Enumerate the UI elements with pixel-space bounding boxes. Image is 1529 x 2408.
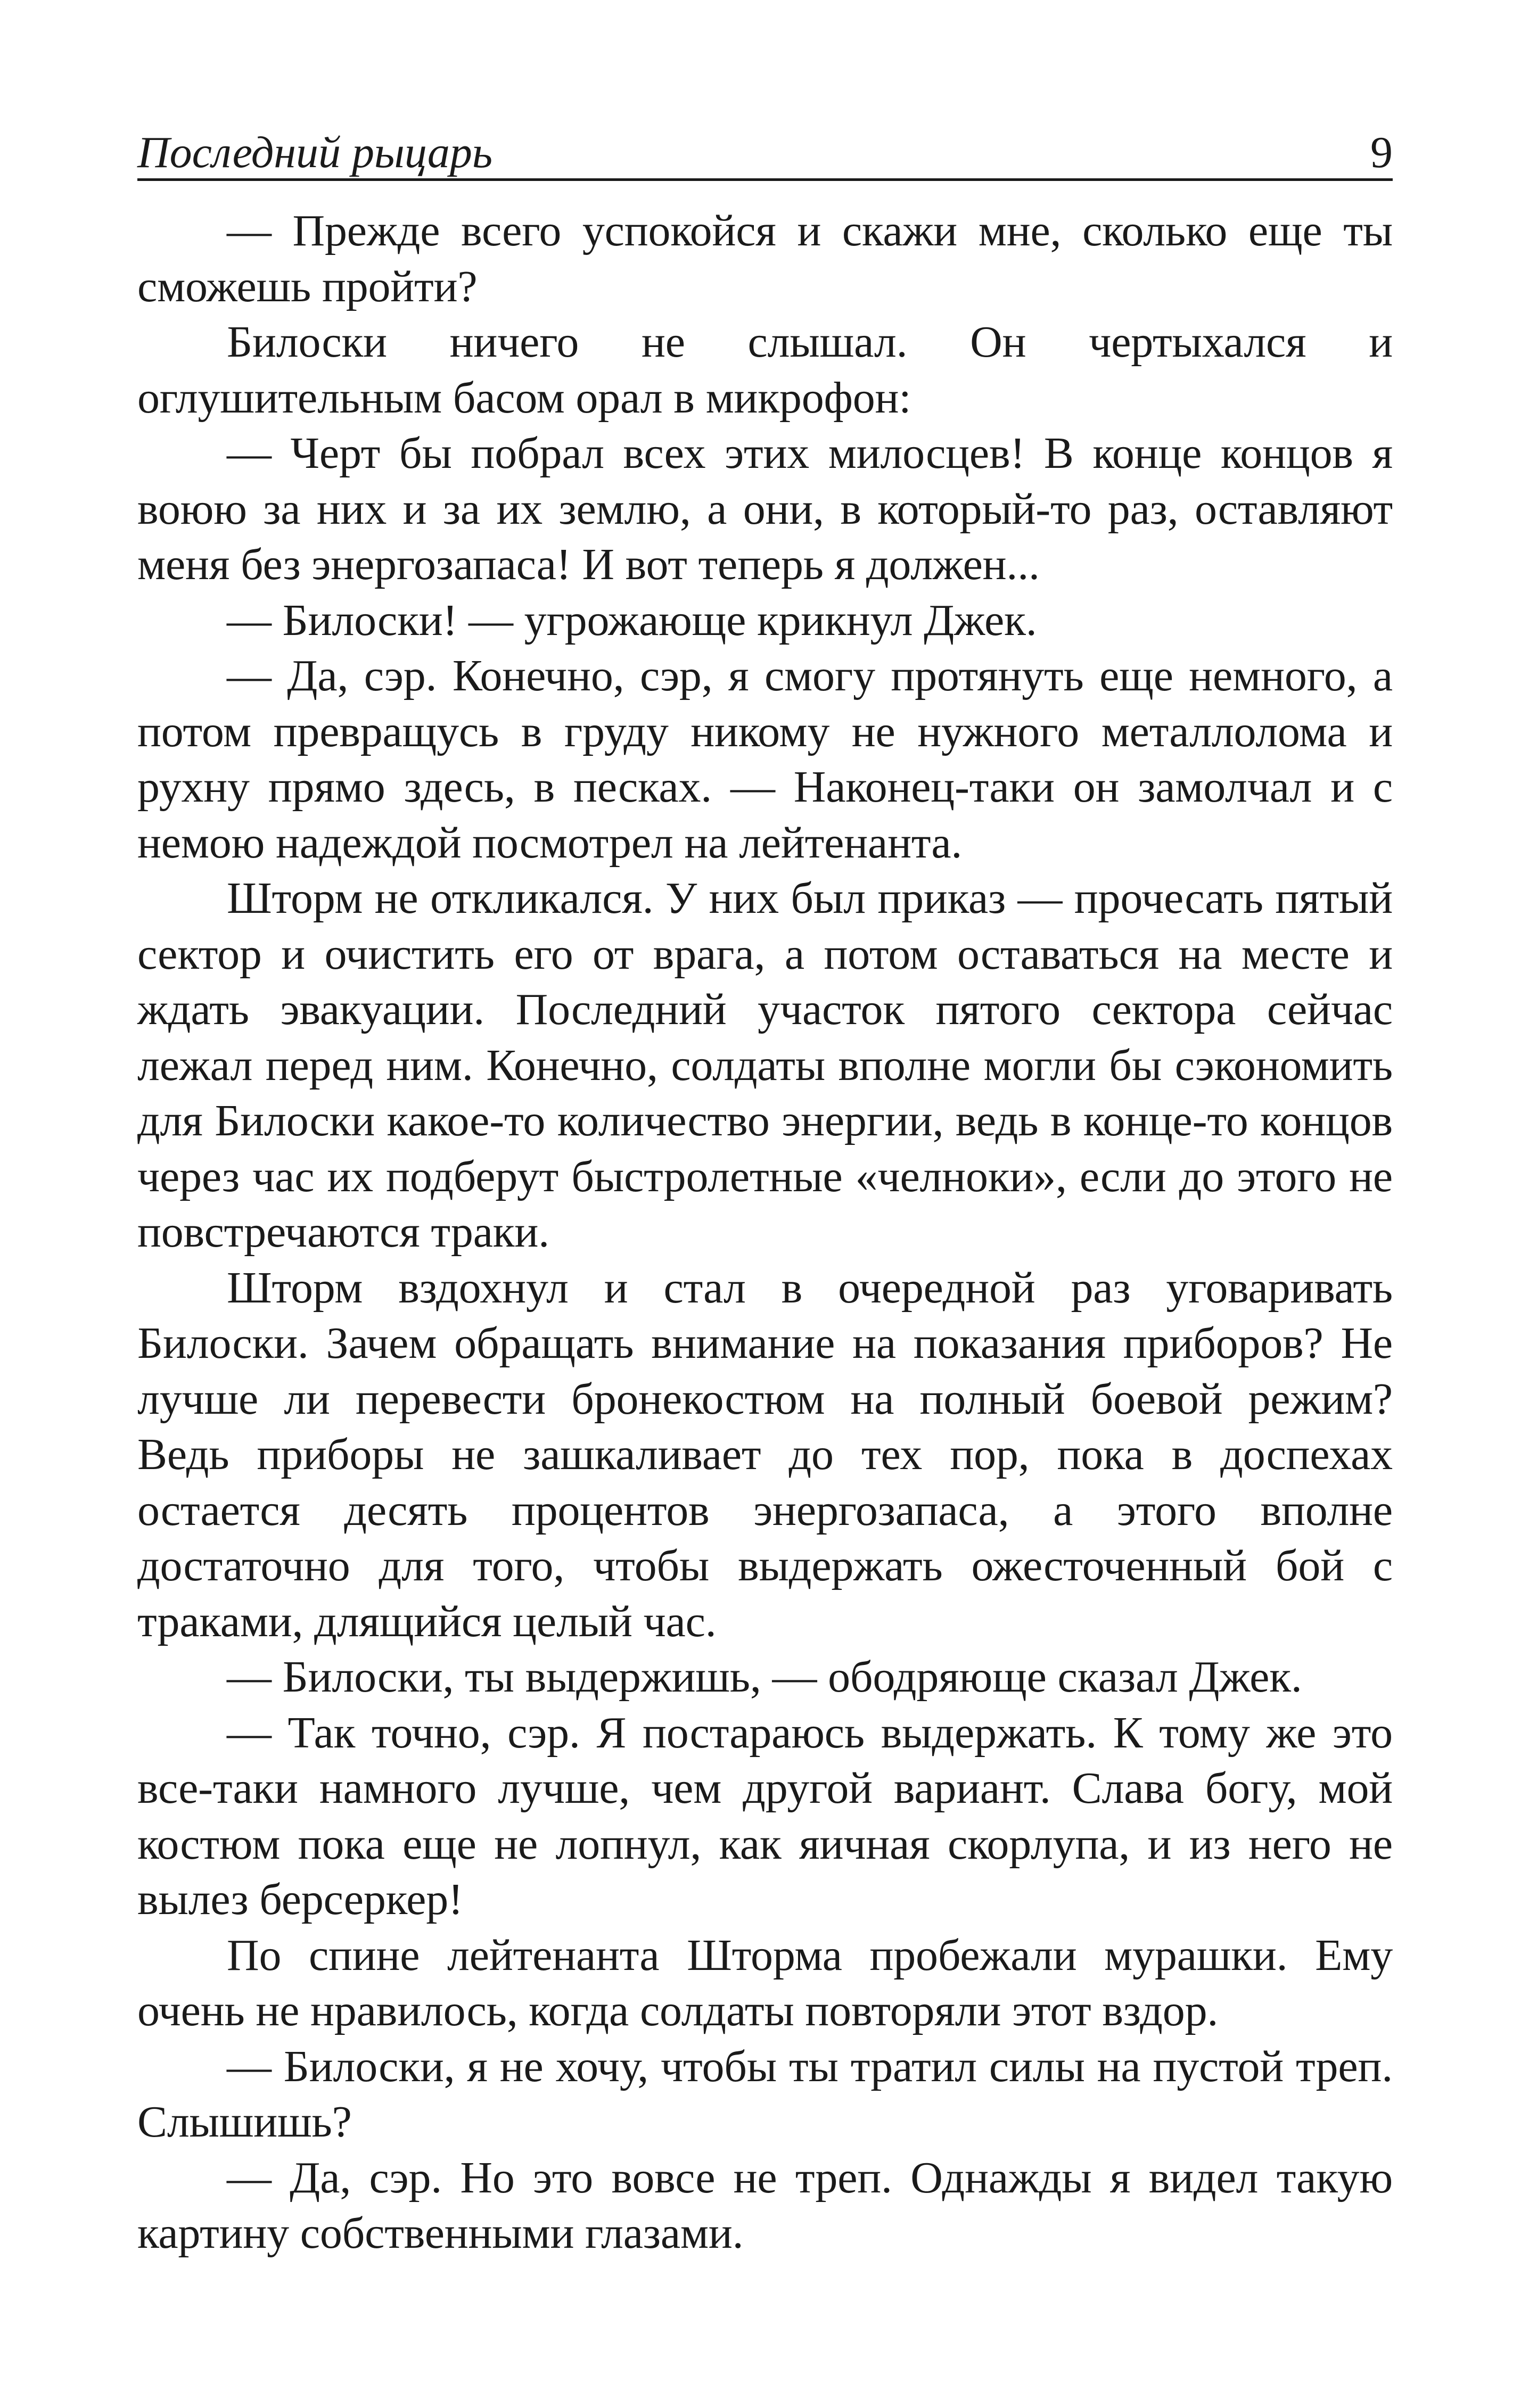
running-header: [137, 120, 1393, 181]
paragraph: — Билоски, я не хочу, чтобы ты тратил силы на пустой треп. Слышишь?: [137, 2041, 1393, 2147]
paragraph: — Прежде всего успокойся и скажи мне, сколько еще ты сможешь пройти?: [137, 206, 1393, 311]
paragraph: — Так точно, сэр. Я постараюсь выдержать. К тому же это все-таки намного лучше, чем другой вариант. Слава богу, мой костюм пока еще не лопнул, как яичная скорлупа, и из него не вылез берсеркер!: [137, 1708, 1393, 1924]
paragraph: По спине лейтенанта Шторма пробежали мурашки. Ему очень не нравилось, когда солдаты повторяли этот вздор.: [137, 1930, 1393, 2035]
paragraph: — Да, сэр. Но это вовсе не треп. Однажды я видел такую картину собственными глазами.: [137, 2153, 1393, 2258]
paragraph: Шторм не откликался. У них был приказ — прочесать пятый сектор и очистить его от врага, а потом оставаться на месте и ждать эвакуации. Последний участок пятого сектора сейчас лежал перед ним. Конечно, солдаты вполне могли бы сэкономить для Билоски какое-то количество энергии, ведь в конце-то концов через час их подберут быстролетные «челноки», если до этого не повстречаются траки.: [137, 873, 1393, 1257]
paragraph: — Билоски! — угрожающе крикнул Джек.: [227, 595, 1037, 645]
page-number: 9: [1370, 128, 1393, 177]
body-text: [137, 203, 1393, 2262]
paragraph: Билоски ничего не слышал. Он чертыхался и оглушительным басом орал в микрофон:: [137, 317, 1393, 423]
paragraph: — Черт бы побрал всех этих милосцев! В конце концов я воюю за них и за их землю, а они, в который-то раз, оставляют меня без энергозапаса! И вот теперь я должен...: [137, 428, 1393, 589]
paragraph: — Да, сэр. Конечно, сэр, я смогу протянуть еще немного, а потом превращусь в груду никому не нужного металлолома и рухну прямо здесь, в песках. — Наконец-таки он замолчал и с немою надеждой посмотрел на лейтенанта.: [137, 651, 1393, 868]
paragraph: Шторм вздохнул и стал в очередной раз уговаривать Билоски. Зачем обращать внимание на показания приборов? Не лучше ли перевести бронекостюм на полный боевой режим? Ведь приборы не зашкаливает до тех пор, пока в доспехах остается десять процентов энергозапаса, а этого вполне достаточно для того, чтобы выдержать ожесточенный бой с траками, длящийся целый час.: [137, 1263, 1393, 1646]
book-title: Последний рыцарь: [137, 128, 493, 177]
paragraph: — Билоски, ты выдержишь, — ободряюще сказал Джек.: [227, 1652, 1302, 1702]
book-page: [137, 120, 1393, 2262]
